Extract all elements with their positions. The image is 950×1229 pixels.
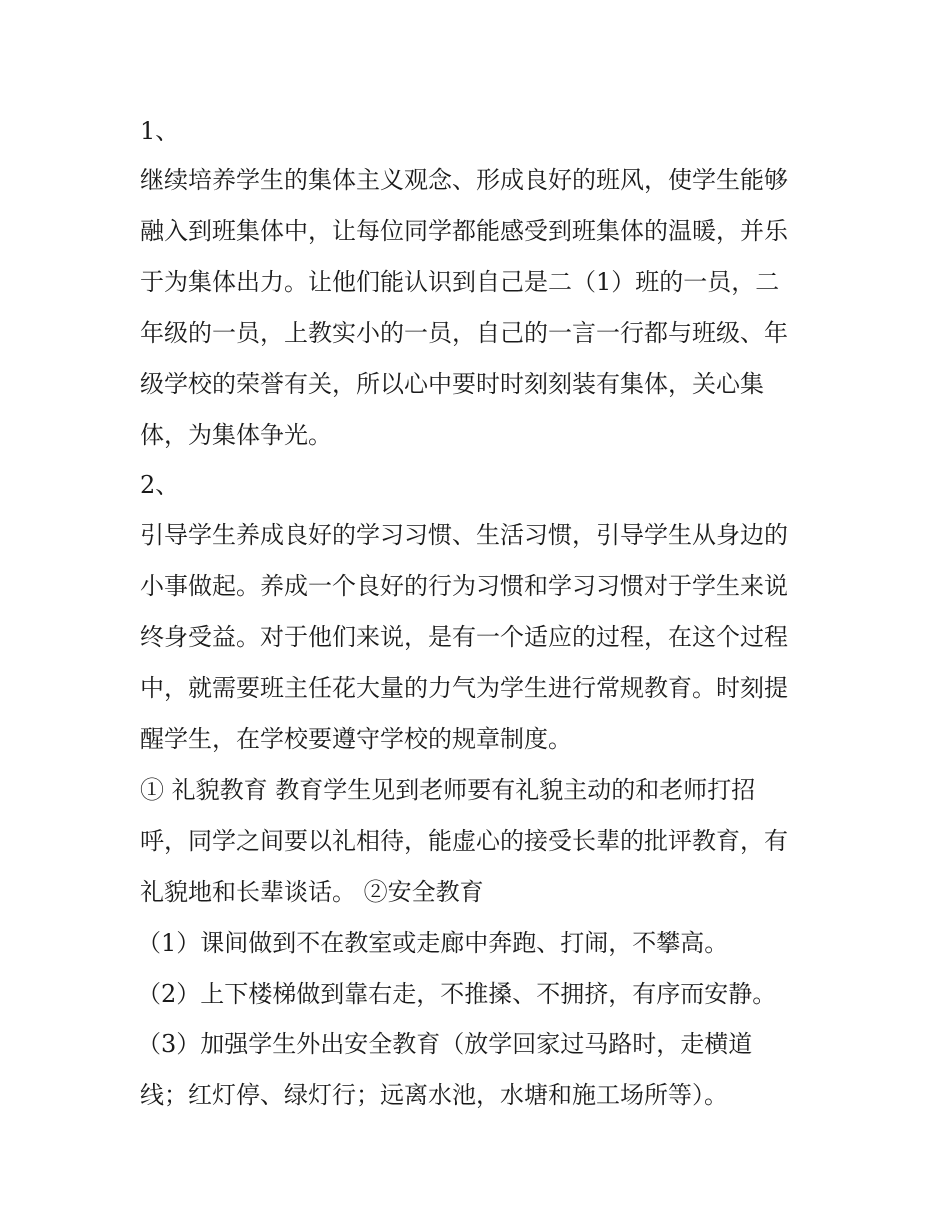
section-number-1: 1、 <box>140 117 180 145</box>
list-item-1: （1）课间做到不在教室或走廊中奔跑、打闹，不攀高。 <box>137 929 729 957</box>
list-item-2: （2）上下楼梯做到靠右走，不推搡、不拥挤，有序而安静。 <box>137 980 777 1008</box>
paragraph-line: 年级的一员，上教实小的一员，自己的一言一行都与班级、年 <box>140 319 788 347</box>
paragraph-line: 线；红灯停、绿灯行；远离水池，水塘和施工场所等）。 <box>140 1081 728 1109</box>
paragraph-line: 终身受益。对于他们来说，是有一个适应的过程，在这个过程 <box>140 623 788 651</box>
paragraph-line: 于为集体出力。让他们能认识到自己是二（1）班的一员，二 <box>140 268 780 296</box>
paragraph-line: 呼，同学之间要以礼相待，能虚心的接受长辈的批评教育，有 <box>140 827 788 855</box>
paragraph-line: 礼貌地和长辈谈话。 ②安全教育 <box>140 878 484 906</box>
paragraph-line: 醒学生，在学校要遵守学校的规章制度。 <box>140 725 572 753</box>
paragraph-line: 中，就需要班主任花大量的力气为学生进行常规教育。时刻提 <box>140 674 788 702</box>
paragraph-line: 小事做起。养成一个良好的行为习惯和学习习惯对于学生来说 <box>140 572 788 600</box>
paragraph-line: 融入到班集体中，让每位同学都能感受到班集体的温暖，并乐 <box>140 217 788 245</box>
paragraph-line: 体，为集体争光。 <box>140 421 332 449</box>
section-number-2: 2、 <box>140 471 180 499</box>
paragraph-line: ① 礼貌教育 教育学生见到老师要有礼貌主动的和老师打招 <box>140 776 756 804</box>
paragraph-line: 继续培养学生的集体主义观念、形成良好的班风，使学生能够 <box>140 166 788 194</box>
list-item-3: （3）加强学生外出安全教育（放学回家过马路时，走横道 <box>137 1030 753 1058</box>
paragraph-line: 引导学生养成良好的学习习惯、生活习惯，引导学生从身边的 <box>140 521 788 549</box>
paragraph-line: 级学校的荣誉有关，所以心中要时时刻刻装有集体，关心集 <box>140 370 764 398</box>
